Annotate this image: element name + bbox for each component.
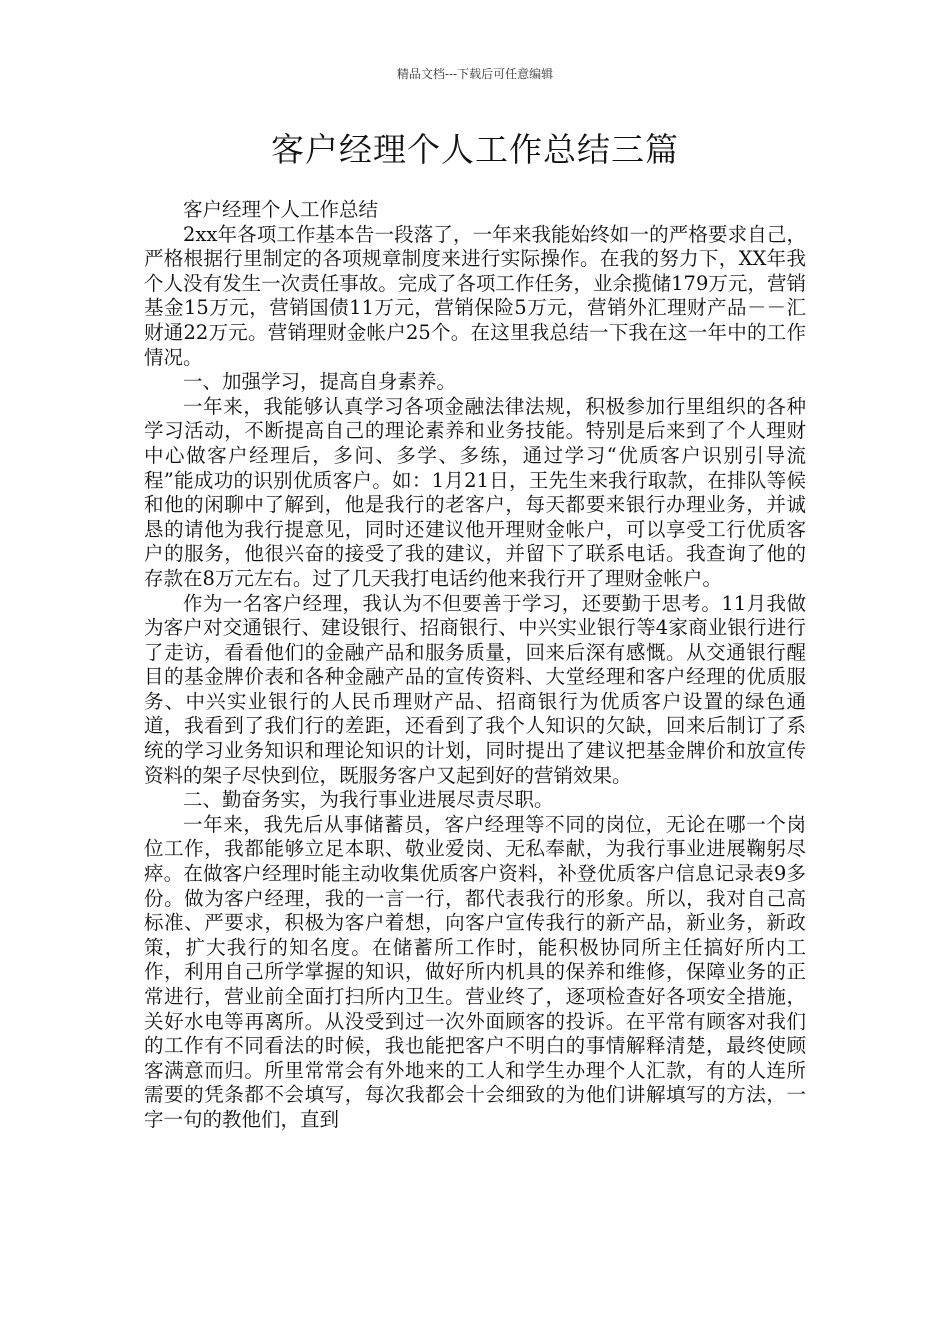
document-title: 客户经理个人工作总结三篇 <box>271 130 679 169</box>
document-body <box>144 198 806 1133</box>
page-header-note: 精品文档---下载后可任意编辑 <box>396 67 554 81</box>
section-heading: 二、勤奋务实，为我行事业进展尽责尽职。 <box>183 788 554 812</box>
section-subtitle: 客户经理个人工作总结 <box>183 198 379 221</box>
paragraph: 一年来，我先后从事储蓄员，客户经理等不同的岗位，无论在哪一个岗位工作，我都能够立足本职、敬业爱岗、无私奉献，为我行事业进展鞠躬尽瘁。在做客户经理时能主动收集优质客户资料，补登优质客户信息记录表9多份。做为客户经理，我的一言一行，都代表我行的形象。所以，我对自己高标准、严要求，积极为客户着想，向客户宣传我行的新产品，新业务，新政策，扩大我行的知名度。在储蓄所工作时，能积极协同所主任搞好所内工作，利用自己所学掌握的知识，做好所内机具的保养和维修，保障业务的正常进行，营业前全面打扫所内卫生。营业终了，逐项检查好各项安全措施，关好水电等再离所。从没受到过一次外面顾客的投诉。在平常有顾客对我们的工作有不同看法的时候，我也能把客户不明白的事情解释清楚，最终使顾客满意而归。所里常常会有外地来的工人和学生办理个人汇款，有的人连所需要的凭条都不会填写，每次我都会十会细致的为他们讲解填写的方法，一字一句的教他们，直到 <box>144 812 806 1131</box>
section-heading: 一、加强学习，提高自身素养。 <box>183 370 457 394</box>
paragraph: 2xx年各项工作基本告一段落了，一年来我能始终如一的严格要求自己，严格根据行里制定的各项规章制度来进行实际操作。在我的努力下，XX年我个人没有发生一次责任事故。完成了各项工作任务，业余揽储179万元，营销基金15万元，营销国债11万元，营销保险5万元，营销外汇理财产品－－汇财通22万元。营销理财金帐户25个。在这里我总结一下我在这一年中的工作情况。 <box>144 222 806 369</box>
paragraph: 作为一名客户经理，我认为不但要善于学习，还要勤于思考。11月我做为客户对交通银行、建设银行、招商银行、中兴实业银行等4家商业银行进行了走访，看看他们的金融产品和服务质量，回来后深有感慨。从交通银行醒目的基金牌价表和各种金融产品的宣传资料、大堂经理和客户经理的优质服务、中兴实业银行的人民币理财产品、招商银行为优质客户设置的绿色通道，我看到了我们行的差距，还看到了我个人知识的欠缺，回来后制订了系统的学习业务知识和理论知识的计划，同时提出了建议把基金牌价和放宣传资料的架子尽快到位，既服务客户又起到好的营销效果。 <box>144 591 806 787</box>
paragraph: 一年来，我能够认真学习各项金融法律法规，积极参加行里组织的各种学习活动，不断提高自己的理论素养和业务技能。特别是后来到了个人理财中心做客户经理后，多问、多学、多练，通过学习“优质客户识别引导流程”能成功的识别优质客户。如：1月21日，王先生来我行取款，在排队等候和他的闲聊中了解到，他是我行的老客户，每天都要来银行办理业务，并诚恳的请他为我行提意见，同时还建议他开理财金帐户，可以享受工行优质客户的服务，他很兴奋的接受了我的建议，并留下了联系电话。我查询了他的存款在8万元左右。过了几天我打电话约他来我行开了理财金帐户。 <box>144 394 806 590</box>
